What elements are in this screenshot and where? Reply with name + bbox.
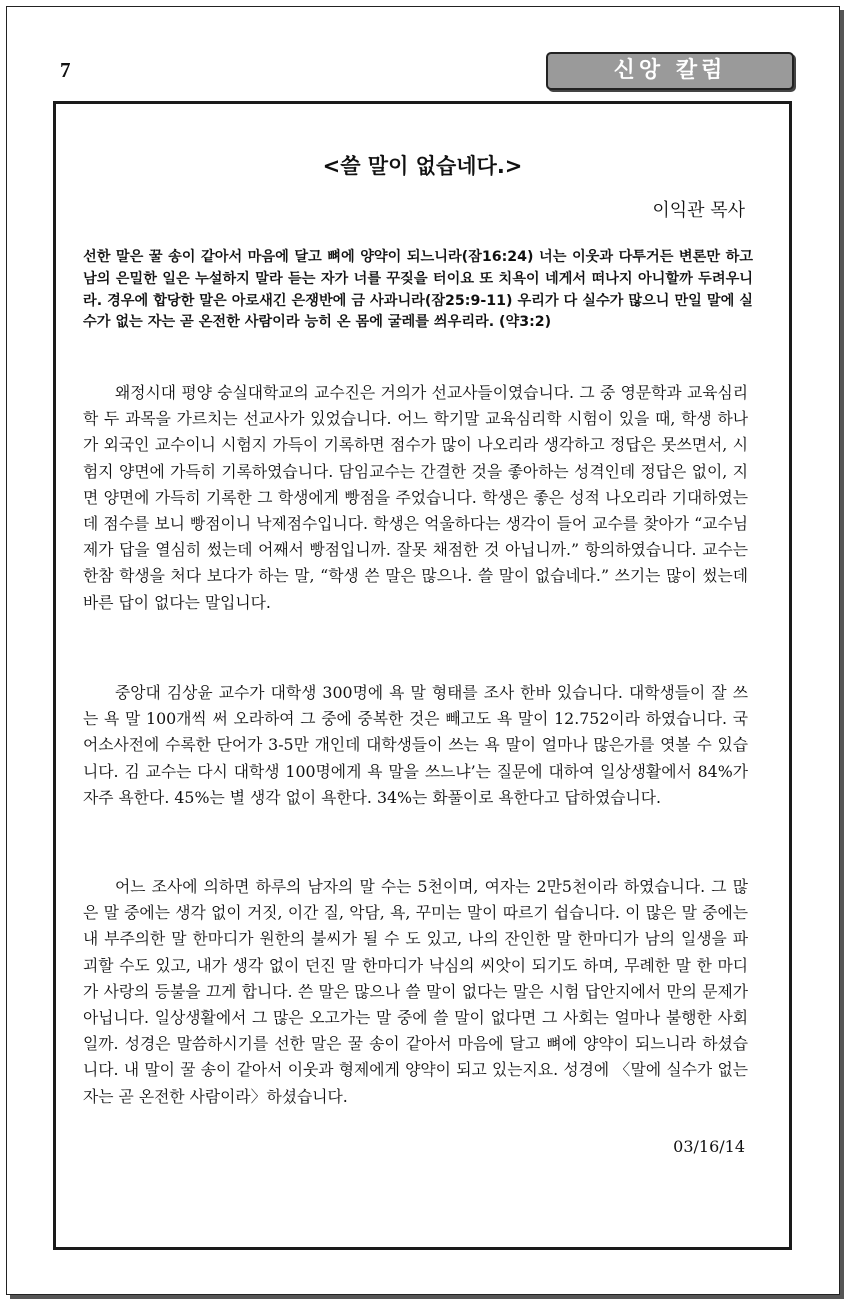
article-title: <쓸 말이 없습네다.> [322, 154, 523, 178]
article-author: 이익관 목사 [652, 200, 745, 221]
section-tab: 신앙 칼럼 [546, 52, 794, 90]
paragraph-2: 중앙대 김상윤 교수가 대학생 300명에 욕 말 형태를 조사 한바 있습니다. 대학생들이 잘 쓰는 욕 말 100개씩 써 오라하여 그 중에 중복한 것은 빼고도 욕 말이 12.752이라 하였습니다. 국어소사전에 수록한 단어가 3-5만 개인데 대학생들이 쓰는 욕 말이 얼마나 많은가를 엿볼 수 있습니다. 김 교수는 다시 대학생 100명에게 욕 말을 쓰느냐’는 질문에 대하여 일상생활에서 84%가 자주 욕한다. 45%는 별 생각 없이 욕한다. 34%는 화풀이로 욕한다고 답하였습니다. [83, 683, 748, 807]
paragraph-1: 왜정시대 평양 숭실대학교의 교수진은 거의가 선교사들이였습니다. 그 중 영문학과 교육심리학 두 과목을 가르치는 선교사가 있었습니다. 어느 학기말 교육심리학 시험이 있을 때, 학생 하나가 외국인 교수이니 시험지 가득이 기록하면 점수가 많이 나오리라 생각하고 정답은 못쓰면서, 시험지 양면에 가득히 기록하였습니다. 담임교수는 간결한 것을 좋아하는 성격인데 정답은 없이, 지면 양면에 가득히 기록한 그 학생에게 빵점을 주었습니다. 학생은 좋은 성적 나오리라 기대하였는데 점수를 보니 빵점이니 낙제점수입니다. 학생은 억울하다는 생각이 들어 교수를 찾아가 “교수님 제가 답을 열심히 썼는데 어째서 빵점입니까. 잘못 채점한 것 아닙니까.” 항의하였습니다. 교수는 한참 학생을 처다 보다가 하는 말, “학생 쓴 말은 많으나. 쓸 말이 없습네다.” 쓰기는 많이 썼는데 바른 답이 없다는 말입니다. [83, 383, 748, 612]
paragraph-3: 어느 조사에 의하면 하루의 남자의 말 수는 5천이며, 여자는 2만5천이라 하였습니다. 그 많은 말 중에는 생각 없이 거짓, 이간 질, 악담, 욕, 꾸미는 말이 따르기 쉽습니다. 이 많은 말 중에는 내 부주의한 말 한마디가 원한의 불씨가 될 수 도 있고, 나의 잔인한 말 한마디가 남의 일생을 파괴할 수도 있고, 내가 생각 없이 던진 말 한마디가 낙심의 씨앗이 되기도 하며, 무례한 말 한 마디가 사랑의 등불을 끄게 합니다. 쓴 말은 많으나 쓸 말이 없다는 말은 시험 답안지에서 만의 문제가 아닙니다. 일상생활에서 그 많은 오고가는 말 중에 쓸 말이 없다면 그 사회는 얼마나 불행한 사회일까. 성경은 말씀하시기를 선한 말은 꿀 송이 같아서 마음에 달고 뼈에 양약이 되느니라 하셨습니다. 내 말이 꿀 송이 같아서 이웃과 형제에게 양약이 되고 있는지요. 성경에 〈말에 실수가 없는 자는 곧 온전한 사람이라〉하셨습니다. [83, 877, 748, 1106]
article-date: 03/16/14 [673, 1137, 745, 1156]
article-box [53, 101, 792, 1250]
scripture-verse: 선한 말은 꿀 송이 같아서 마음에 달고 뼈에 양약이 되느니라(잠16:24) 너는 이웃과 다투거든 변론만 하고 남의 은밀한 일은 누설하지 말라 듣는 자가 너를 꾸짖을 터이요 또 치욕이 네게서 떠나지 아니할까 두려우니라. 경우에 합당한 말은 아로새긴 은쟁반에 금 사과니라(잠25:9-11) 우리가 다 실수가 많으니 만일 말에 실수가 없는 자는 곧 온전한 사람이라 능히 온 몸에 굴레를 씌우리라. (약3:2) [83, 249, 753, 331]
page-number: 7 [60, 58, 71, 82]
